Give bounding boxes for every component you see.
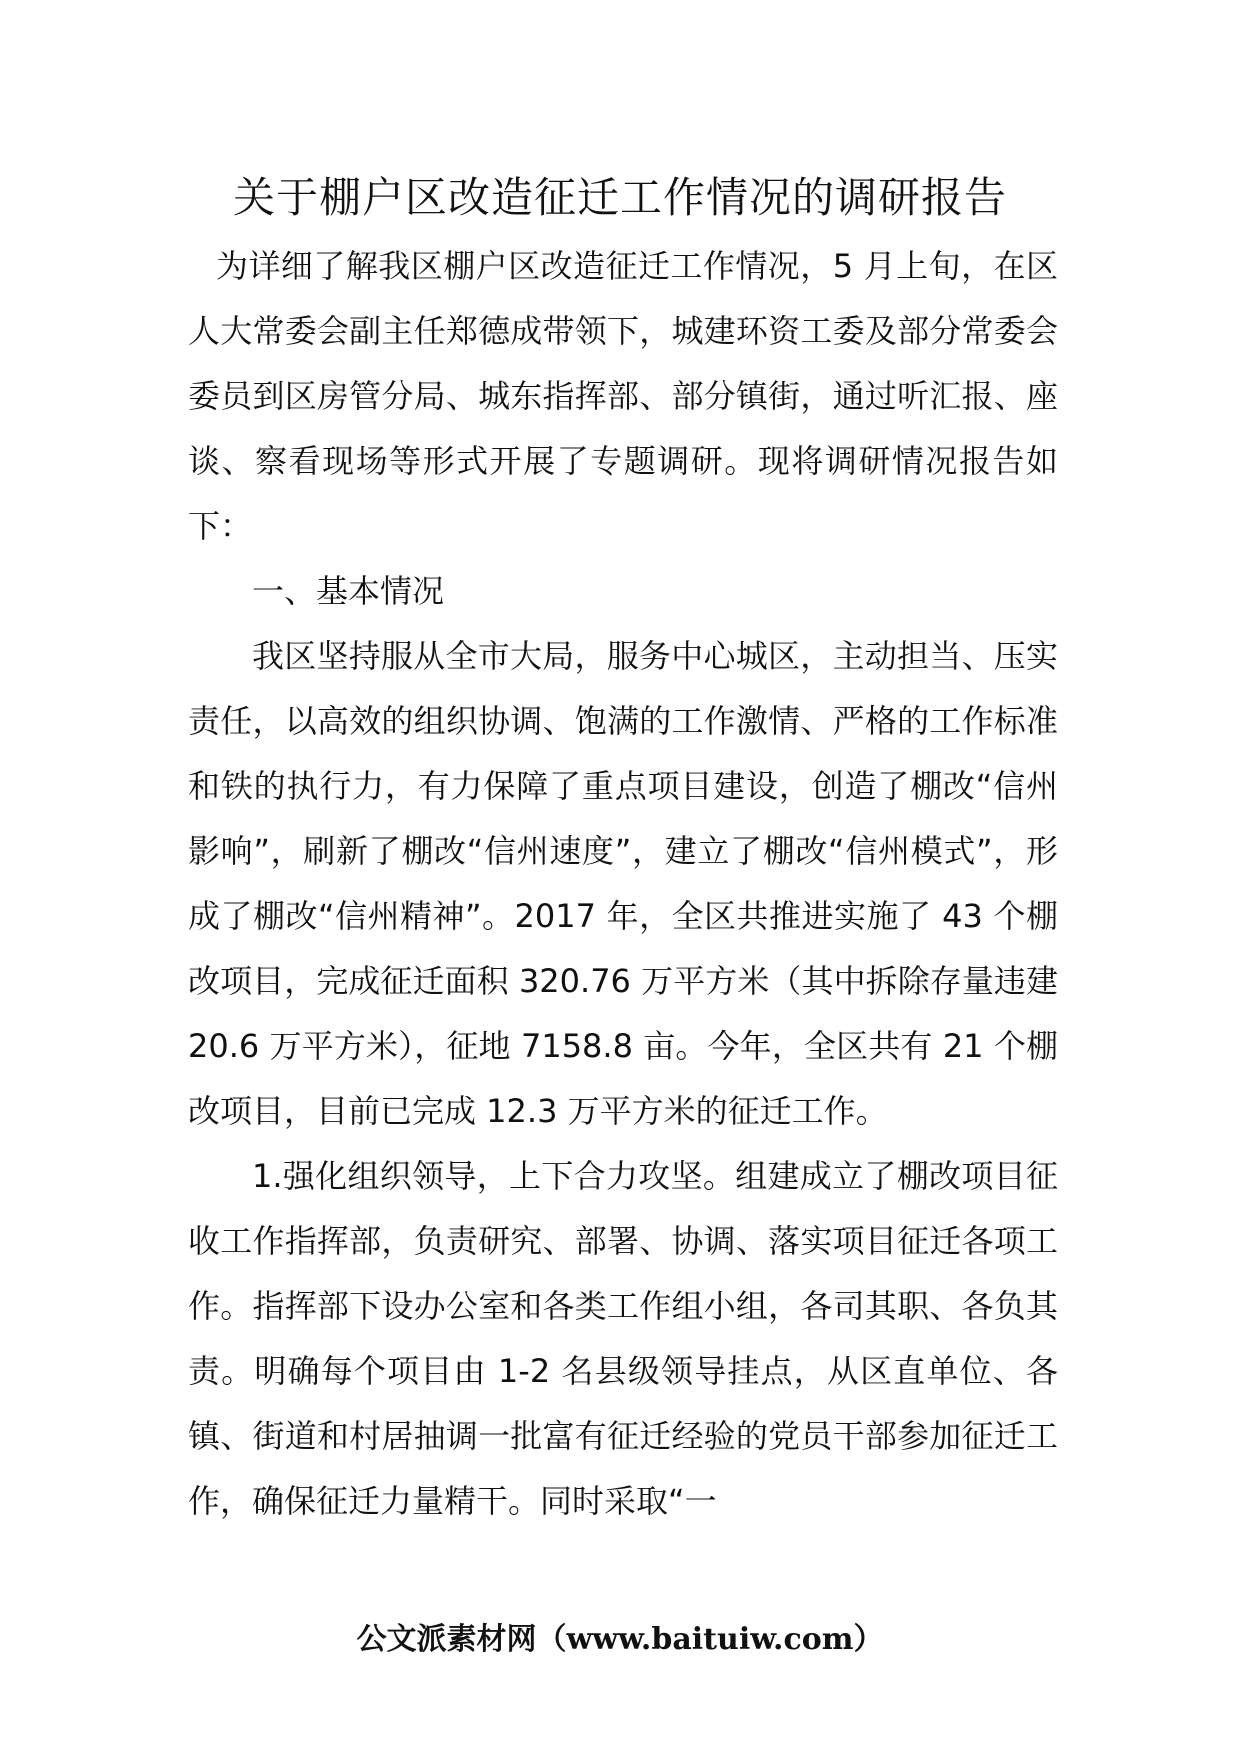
footer-watermark-text: 公文派素材网（www.baituiw.com） [356, 1622, 884, 1657]
organization-paragraph: 1.强化组织领导，上下合力攻坚。组建成立了棚改项目征收工作指挥部，负责研究、部署、协调、落实项目征迁各项工作。指挥部下设办公室和各类工作组小组，各司其职、各负其责。明确每个项目由 1-2 名县级领导挂点，从区直单位、各镇、街道和村居抽调一批富有征迁经验的党员干部参加征迁工作，确保征迁力量精干。同时采取“一 [188, 1157, 1058, 1520]
intro-paragraph: 为详细了解我区棚户区改造征迁工作情况，5 月上旬，在区人大常委会副主任郑德成带领下，城建环资工委及部分常委会委员到区房管分局、城东指挥部、部分镇街，通过听汇报、座谈、察看现场等形式开展了专题调研。现将调研情况报告如下： [188, 247, 1058, 545]
document-body [188, 234, 1058, 1534]
document-title: 关于棚户区改造征迁工作情况的调研报告 [232, 173, 1007, 222]
section-heading: 一、基本情况 [252, 572, 445, 610]
basic-situation-paragraph: 我区坚持服从全市大局，服务中心城区，主动担当、压实责任，以高效的组织协调、饱满的工作激情、严格的工作标准和铁的执行力，有力保障了重点项目建设，创造了棚改“信州影响”，刷新了棚改“信州速度”，建立了棚改“信州模式”，形成了棚改“信州精神”。2017 年，全区共推进实施了 43 个棚改项目，完成征迁面积 320.76 万平方米（其中拆除存量违建 20.6 万平方米），征地 7158.8 亩。今年，全区共有 21 个棚改项目，目前已完成 12.3 万平方米的征迁工作。 [188, 637, 1058, 1130]
